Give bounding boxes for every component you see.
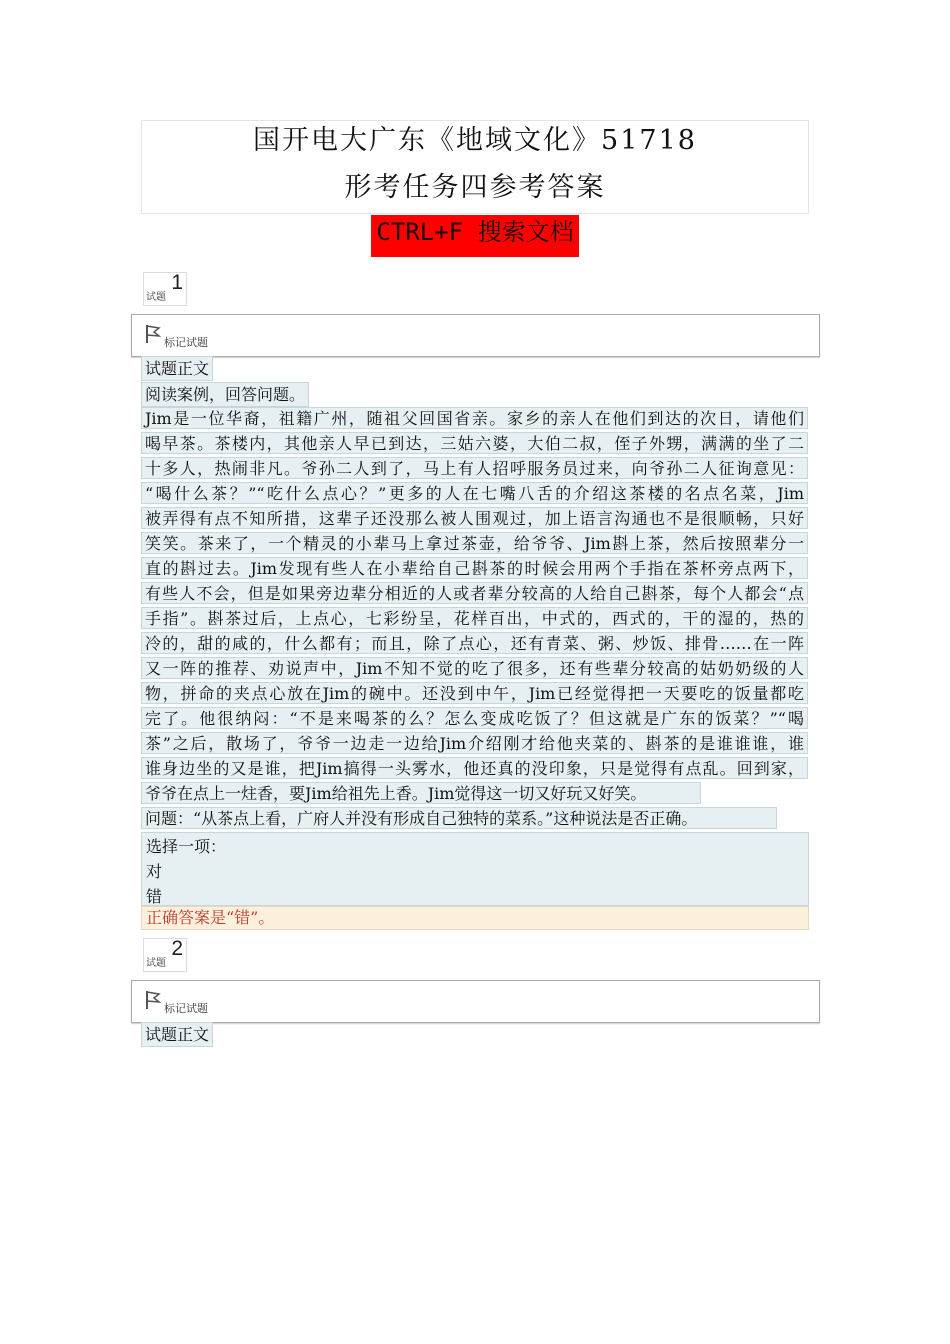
passage-line: 被弄得有点不知所措，这辈子还没那么被人围观过，加上语言沟通也不是很顺畅，只好 bbox=[141, 507, 808, 529]
question-label: 试题 bbox=[146, 292, 166, 303]
passage-line: 茶”之后，散场了，爷爷一边走一边给Jim介绍刚才给他夹菜的、斟茶的是谁谁谁，谁 bbox=[141, 732, 808, 754]
passage-line: 谁身边坐的又是谁，把Jim搞得一头雾水，他还真的没印象，只是觉得有点乱。回到家， bbox=[141, 757, 808, 779]
passage-line: 爷爷在点上一炷香，要Jim给祖先上香。Jim觉得这一切又好玩又好笑。 bbox=[141, 782, 701, 804]
option-wrong[interactable]: 错 bbox=[146, 887, 163, 906]
flag-icon bbox=[145, 324, 161, 344]
passage-line: 喝早茶。茶楼内，其他亲人早已到达，三姑六婆，大伯二叔，侄子外甥，满满的坐了二 bbox=[141, 432, 808, 454]
question-prompt: 阅读案例，回答问题。 bbox=[141, 382, 309, 407]
flag-icon bbox=[145, 990, 161, 1010]
option-correct[interactable]: 对 bbox=[146, 862, 163, 881]
passage-line: 十多人，热闹非凡。爷孙二人到了，马上有人招呼服务员过来，向爷孙二人征询意见： bbox=[141, 457, 808, 479]
passage-line: 有些人不会，但是如果旁边辈分相近的人或者辈分较高的人给自己斟茶，每个人都会“点 bbox=[141, 582, 808, 604]
document-title: 国开电大广东《地域文化》51718 bbox=[253, 125, 697, 156]
flag-question-button[interactable] bbox=[131, 314, 820, 357]
passage-line: 笑笑。茶来了，一个精灵的小辈马上拿过茶壶，给爷爷、Jim斟上茶，然后按照辈分一 bbox=[141, 532, 808, 554]
passage-line: 又一阵的推荐、劝说声中，Jim不知不觉的吃了很多，还有些辈分较高的姑奶奶级的人 bbox=[141, 657, 808, 679]
passage-line: 直的斟过去。Jim发现有些人在小辈给自己斟茶的时候会用两个手指在茶杯旁点两下， bbox=[141, 557, 808, 579]
flag-question-button[interactable] bbox=[131, 980, 820, 1023]
document-subtitle: 形考任务四参考答案 bbox=[344, 172, 606, 203]
passage-line: 物，拼命的夹点心放在Jim的碗中。还没到中午，Jim已经觉得把一天要吃的饭量都吃 bbox=[141, 682, 808, 704]
flag-label: 标记试题 bbox=[164, 1002, 208, 1015]
passage-line: 完了。他很纳闷：“不是来喝茶的么？怎么变成吃饭了？但这就是广东的饭菜？”“喝 bbox=[141, 707, 808, 729]
question-number-box bbox=[143, 938, 187, 972]
correct-answer: 正确答案是“错”。 bbox=[141, 906, 809, 930]
choose-label: 选择一项： bbox=[146, 837, 227, 856]
question-number: 2 bbox=[171, 937, 183, 960]
question-body-heading: 试题正文 bbox=[141, 356, 213, 381]
document-title-box bbox=[141, 120, 809, 214]
passage-line: “喝什么茶？”“吃什么点心？”更多的人在七嘴八舌的介绍这茶楼的名点名菜，Jim bbox=[141, 482, 808, 504]
question-body-heading: 试题正文 bbox=[141, 1022, 213, 1047]
passage-line: Jim是一位华裔，祖籍广州，随祖父回国省亲。家乡的亲人在他们到达的次日，请他们 bbox=[141, 407, 808, 429]
question-number: 1 bbox=[171, 271, 183, 294]
question-text: 问题：“从茶点上看，广府人并没有形成自己独特的菜系。”这种说法是否正确。 bbox=[141, 807, 777, 829]
question-number-box bbox=[143, 272, 187, 306]
question-label: 试题 bbox=[146, 958, 166, 969]
passage-line: 手指”。斟茶过后，上点心，七彩纷呈，花样百出，中式的，西式的，干的湿的，热的 bbox=[141, 607, 808, 629]
passage-line: 冷的，甜的咸的，什么都有；而且，除了点心，还有青菜、粥、炒饭、排骨……在一阵 bbox=[141, 632, 808, 654]
flag-label: 标记试题 bbox=[164, 336, 208, 349]
search-hint-banner: CTRL+F 搜索文档 bbox=[371, 215, 579, 257]
options-box bbox=[141, 832, 809, 906]
